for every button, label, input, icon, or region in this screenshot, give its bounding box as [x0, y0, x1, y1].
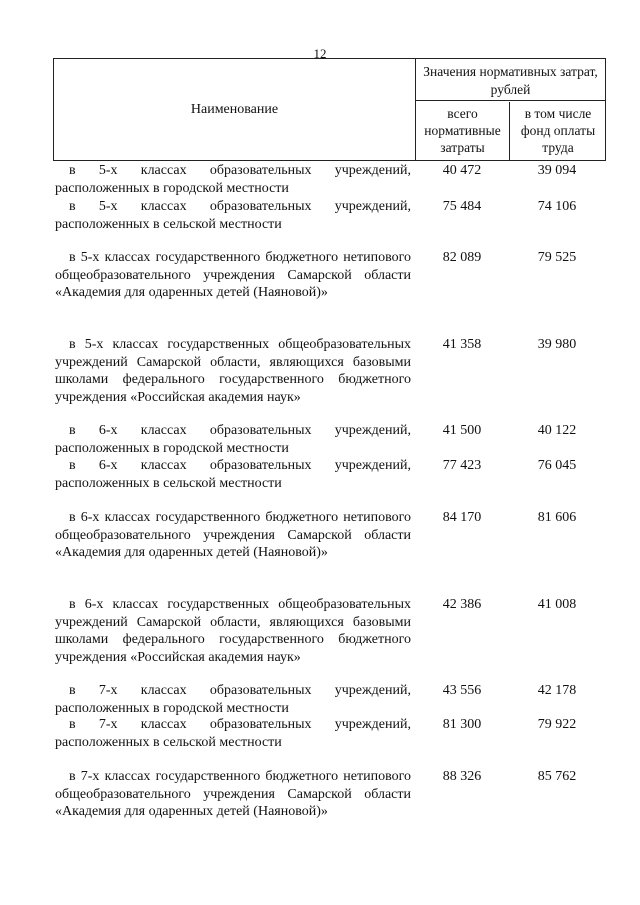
row-name: в 5-х классах государственного бюджетного нетипового общеобразовательного учреждения Самарской области «Академия для одаренных детей (Наяновой)» — [55, 250, 411, 300]
row-fund: 85 762 — [537, 769, 577, 784]
row-name: в 7-х классах образовательных учреждений, расположенных в сельской местности — [55, 717, 411, 750]
row-total: 82 089 — [442, 250, 482, 265]
row-fund: 79 525 — [537, 250, 577, 265]
row-fund: 41 008 — [537, 597, 577, 612]
row-name: в 6-х классах образовательных учреждений, расположенных в сельской местности — [55, 458, 411, 491]
row-total: 42 386 — [442, 597, 482, 612]
row-name: в 6-х классах образовательных учреждений, расположенных в городской местности — [55, 423, 411, 456]
row-name: в 7-х классах образовательных учреждений, расположенных в городской местности — [55, 683, 411, 716]
row-fund: 79 922 — [537, 717, 577, 732]
row-fund: 39 094 — [537, 163, 577, 178]
column-header-total: всего нормативные затраты — [416, 102, 510, 160]
row-name: в 6-х классах государственного бюджетного нетипового общеобразовательного учреждения Самарской области «Академия для одаренных детей (Наяновой)» — [55, 510, 411, 560]
row-name: в 7-х классах государственного бюджетного нетипового общеобразовательного учреждения Самарской области «Академия для одаренных детей (Наяновой)» — [55, 769, 411, 819]
row-total: 41 500 — [442, 423, 482, 438]
row-fund: 40 122 — [537, 423, 577, 438]
column-header-name: Наименование — [54, 59, 416, 160]
column-header-values: Значения нормативных затрат, рублей — [416, 59, 605, 101]
row-fund: 74 106 — [537, 199, 577, 214]
row-total: 77 423 — [442, 458, 482, 473]
row-total: 43 556 — [442, 683, 482, 698]
column-header-fund: в том числе фонд оплаты труда — [520, 106, 596, 155]
row-total: 84 170 — [442, 510, 482, 525]
row-total: 81 300 — [442, 717, 482, 732]
row-total: 40 472 — [442, 163, 482, 178]
row-name: в 6-х классах государственных общеобразовательных учреждений Самарской области, являющихся базовыми школами федерального государственного бюджетного учреждения «Российская академия наук» — [55, 597, 411, 665]
row-name: в 5-х классах образовательных учреждений, расположенных в сельской местности — [55, 199, 411, 232]
row-name: в 5-х классах образовательных учреждений, расположенных в городской местности — [55, 163, 411, 196]
row-fund: 81 606 — [537, 510, 577, 525]
page-number: 12 — [313, 46, 327, 61]
row-fund: 76 045 — [537, 458, 577, 473]
row-total: 75 484 — [442, 199, 482, 214]
table-header — [53, 58, 606, 161]
row-total: 88 326 — [442, 769, 482, 784]
row-fund: 39 980 — [537, 337, 577, 352]
row-name: в 5-х классах государственных общеобразовательных учреждений Самарской области, являющихся базовыми школами федерального государственного бюджетного учреждения «Российская академия наук» — [55, 337, 411, 405]
row-total: 41 358 — [442, 337, 482, 352]
row-fund: 42 178 — [537, 683, 577, 698]
